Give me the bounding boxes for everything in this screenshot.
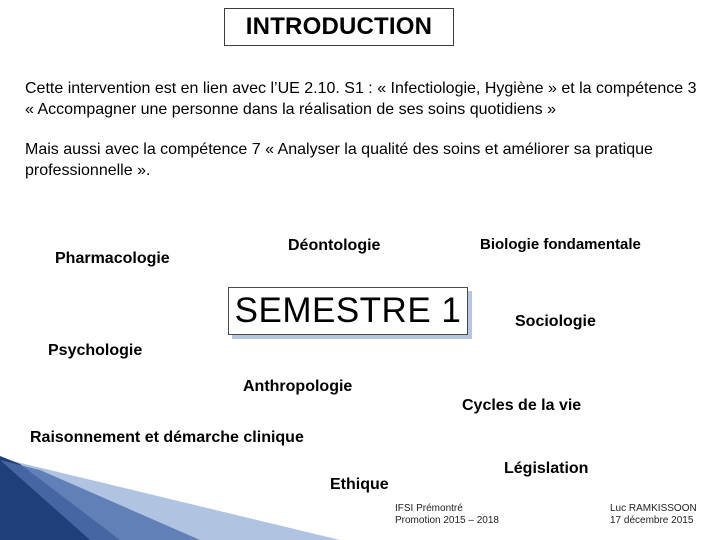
footer-promotion: Promotion 2015 – 2018 xyxy=(395,515,499,526)
topic-psychologie: Psychologie xyxy=(48,342,143,359)
footer-author: Luc RAMKISSOON xyxy=(610,503,697,514)
topic-legislation: Législation xyxy=(504,460,589,477)
topic-deontologie: Déontologie xyxy=(288,237,381,254)
intro-paragraph-2: Mais aussi avec la compétence 7 « Analyser la qualité des soins et améliorer sa pratique professionnelle ». xyxy=(25,141,653,179)
topic-raisonnement-clinique: Raisonnement et démarche clinique xyxy=(30,429,304,446)
topic-sociologie: Sociologie xyxy=(515,313,596,330)
topic-pharmacologie: Pharmacologie xyxy=(55,250,170,267)
footer-left xyxy=(395,503,499,527)
topic-ethique: Ethique xyxy=(330,476,389,493)
corner-wave-decoration xyxy=(0,450,340,540)
footer-institution: IFSI Prémontré xyxy=(395,503,463,514)
topic-biologie-fondamentale: Biologie fondamentale xyxy=(480,236,641,253)
slide-title: INTRODUCTION xyxy=(224,8,454,46)
topic-anthropologie: Anthropologie xyxy=(243,378,353,395)
footer-right xyxy=(610,503,697,527)
intro-paragraph-1: Cette intervention est en lien avec l’UE 2.10. S1 : « Infectiologie, Hygiène » et la compétence 3 « Accompagner une personne dans la réalisation de ses soins quotidiens » xyxy=(25,80,697,118)
semester-box: SEMESTRE 1 xyxy=(228,287,468,335)
topic-cycles-de-la-vie: Cycles de la vie xyxy=(462,397,582,414)
footer-date: 17 décembre 2015 xyxy=(610,515,694,526)
intro-text xyxy=(25,78,705,200)
